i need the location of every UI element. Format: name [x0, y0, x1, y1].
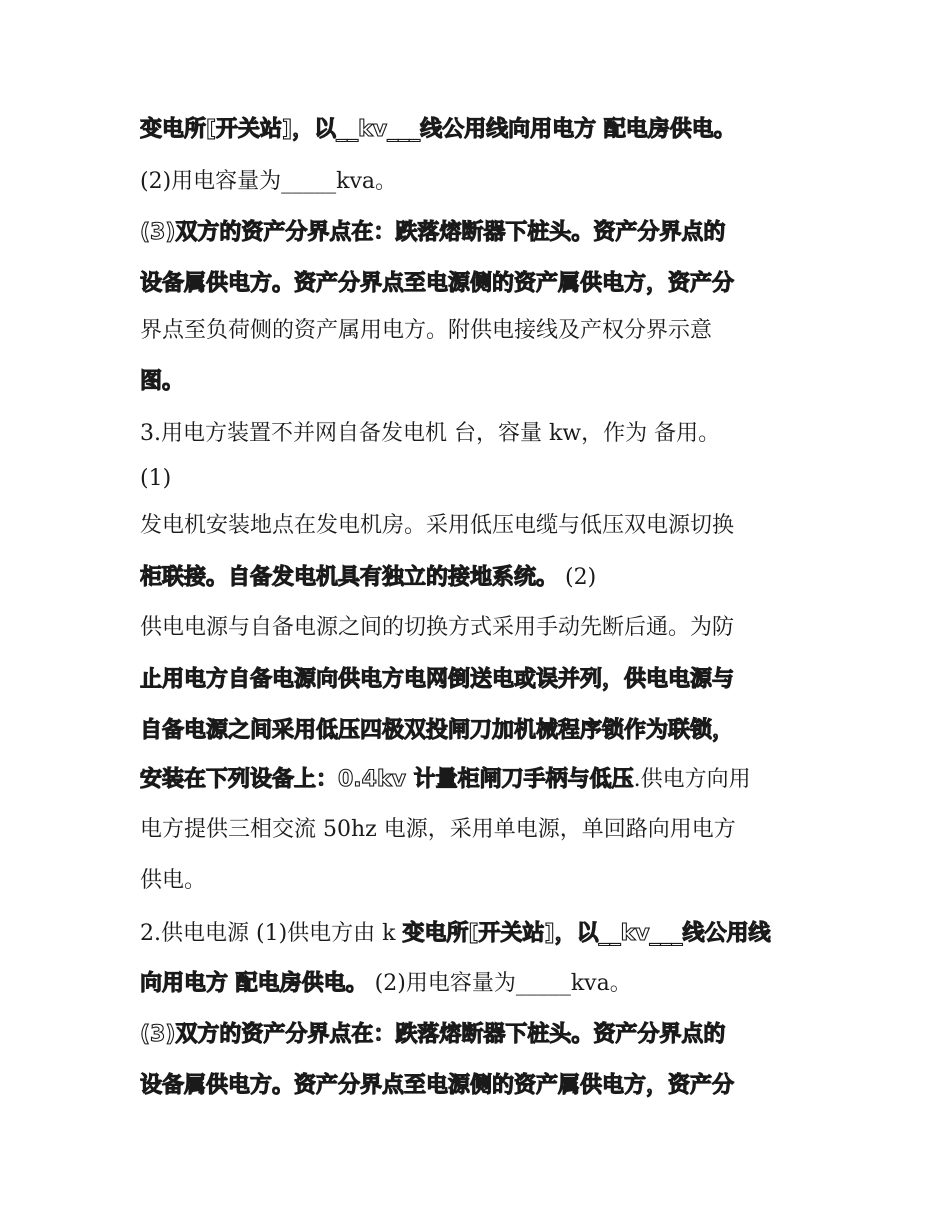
text-segment: 止用电方自备电源向供电方电网倒送电或误并列，供电电源与 — [140, 667, 735, 692]
text-line — [140, 311, 820, 351]
text-line — [140, 162, 820, 202]
text-segment: (3)双方的资产分界点在：跌落熔断器下桩头。资产分界点的 — [140, 1022, 726, 1047]
text-segment: 向用电方 配电房供电。 — [140, 971, 368, 996]
text-line — [140, 1015, 820, 1055]
text-segment: (1) — [140, 466, 172, 491]
text-segment: 电方提供三相交流 50hz 电源，采用单电源，单回路向用电方 — [140, 817, 736, 842]
text-segment: 设备属供电方。资产分界点至电源侧的资产属供电方，资产分 — [140, 1073, 735, 1098]
text-line — [140, 110, 820, 150]
text-line — [140, 861, 820, 901]
text-segment: 变电所[开关站]，以__kv___线公用线 — [402, 921, 771, 946]
text-line — [140, 660, 820, 700]
text-segment: (3)双方的资产分界点在：跌落熔断器下桩头。资产分界点的 — [140, 220, 726, 245]
text-segment: 设备属供电方。资产分界点至电源侧的资产属供电方，资产分 — [140, 271, 735, 296]
text-line — [140, 711, 820, 751]
text-line — [140, 914, 820, 954]
text-line — [140, 414, 820, 454]
text-line — [140, 964, 820, 1004]
text-line — [140, 459, 820, 499]
text-segment: 供电电源与自备电源之间的切换方式采用手动先断后通。为防 — [140, 615, 735, 640]
text-line — [140, 1066, 820, 1106]
text-segment: (2)用电容量为_____kva。 — [367, 971, 632, 996]
text-segment: (2) — [558, 565, 597, 590]
text-segment: 界点至负荷侧的资产属用电方。附供电接线及产权分界示意 — [140, 318, 713, 343]
text-line — [140, 506, 820, 546]
text-line — [140, 608, 820, 648]
text-segment: 柜联接。自备发电机具有独立的接地系统。 — [140, 565, 559, 590]
text-segment: 2.供电电源 (1)供电方由 k — [140, 921, 403, 946]
text-line — [140, 213, 820, 253]
text-segment: 发电机安装地点在发电机房。采用低压电缆与低压双电源切换 — [140, 513, 735, 538]
text-line — [140, 760, 820, 800]
text-segment: 安装在下列设备上：0.4kv 计量柜闸刀手柄与低压 — [140, 767, 634, 792]
text-line — [140, 264, 820, 304]
text-segment: 自备电源之间采用低压四极双投闸刀加机械程序锁作为联锁， — [140, 718, 735, 743]
text-segment: .供电方向用 — [633, 767, 751, 792]
text-segment: 变电所[开关站]，以__kv___线公用线向用电方 配电房供电。 — [140, 117, 736, 142]
text-line — [140, 362, 820, 402]
text-segment: 图。 — [140, 369, 185, 394]
text-line — [140, 558, 820, 598]
text-segment: 3.用电方装置不并网自备发电机 台，容量 kw，作为 备用。 — [140, 421, 721, 446]
text-segment: 供电。 — [140, 868, 207, 893]
text-line — [140, 810, 820, 850]
text-segment: (2)用电容量为_____kva。 — [140, 169, 398, 194]
